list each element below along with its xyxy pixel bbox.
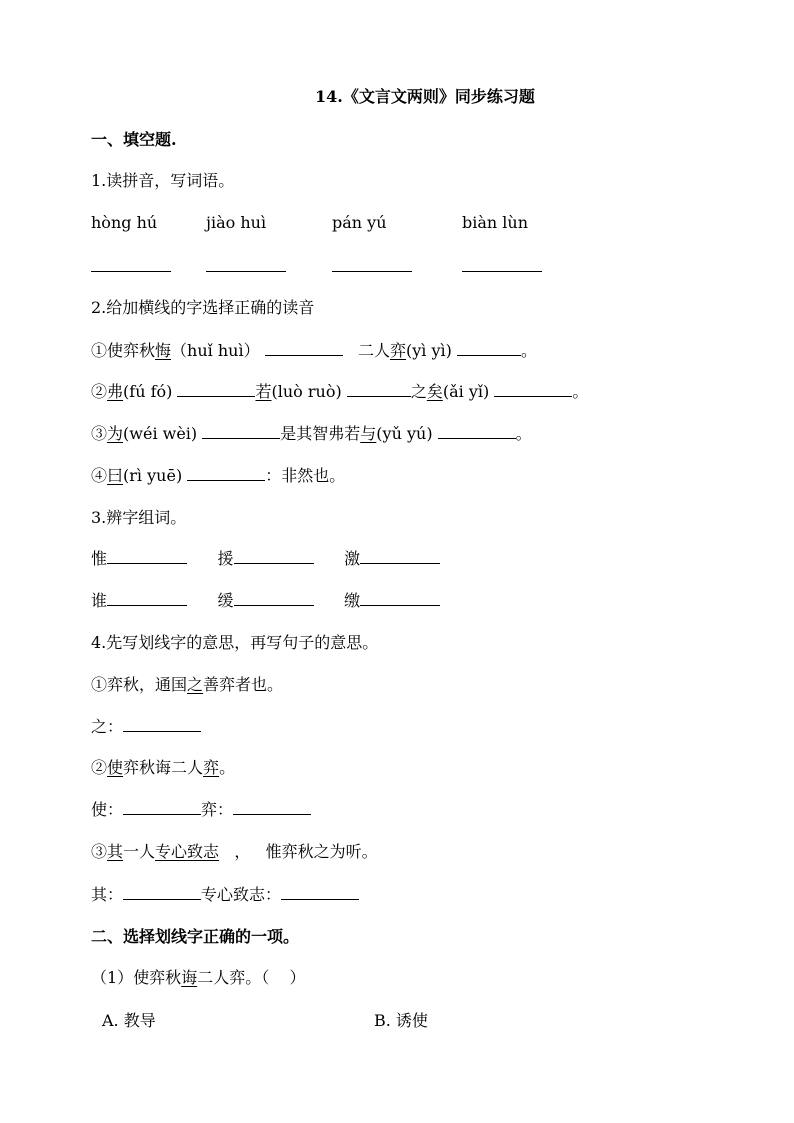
section-heading-choice: 二、选择划线字正确的一项。 <box>91 927 300 946</box>
q1-prompt: 1.读拼音，写词语。 <box>91 171 235 190</box>
pinyin-2: jiào huì <box>206 213 267 232</box>
pinyin-3: pán yú <box>332 213 387 232</box>
pinyin-4: biàn lùn <box>462 213 529 232</box>
q4-sentence-2: ②使弈秋诲二人弈。 <box>91 758 236 777</box>
answer-blank[interactable] <box>332 271 412 272</box>
q3-prompt: 3.辨字组词。 <box>91 508 187 527</box>
answer-blank[interactable] <box>177 381 255 397</box>
q4-sentence-1: ①弈秋，通国之善弈者也。 <box>91 675 284 694</box>
q4-prompt: 4.先写划线字的意思，再写句子的意思。 <box>91 633 379 652</box>
section-heading-fill: 一、填空题. <box>91 130 177 149</box>
answer-blank[interactable] <box>202 423 280 439</box>
answer-blank[interactable] <box>206 271 286 272</box>
answer-blank[interactable] <box>494 381 572 397</box>
answer-blank[interactable] <box>265 340 343 356</box>
answer-blank[interactable] <box>347 381 411 397</box>
answer-blank[interactable] <box>234 590 314 606</box>
q4-answer-2: 使： 弈： <box>91 799 311 821</box>
answer-blank[interactable] <box>462 271 542 272</box>
answer-blank[interactable] <box>360 590 440 606</box>
q2-row-1: ①使弈秋悔（huǐ huì） 二人弈(yì yì) 。 <box>91 341 537 360</box>
answer-blank[interactable] <box>107 590 187 606</box>
q2-row-3: ③为(wéi wèi) 是其智弗若与(yǔ yú) 。 <box>91 424 532 443</box>
answer-blank[interactable] <box>91 271 171 272</box>
q4-sentence-3: ③其一人专心致志 ， 惟弈秋之为听。 <box>91 842 378 861</box>
answer-blank[interactable] <box>233 799 311 815</box>
pinyin-1: hòng hú <box>91 213 158 232</box>
q2-row-2: ②弗(fú fó) 若(luò ruò) 之矣(ǎi yǐ) 。 <box>91 382 589 401</box>
answer-blank[interactable] <box>234 548 314 564</box>
answer-blank[interactable] <box>281 884 359 900</box>
mc-question-1: （1）使弈秋诲二人弈。（ ） <box>91 968 306 987</box>
mc-option-b[interactable]: B. 诱使 <box>374 1011 428 1030</box>
mc-option-a[interactable]: A. 教导 <box>102 1011 156 1030</box>
q3-row-2: 谁 缓 缴 <box>91 590 440 612</box>
answer-blank[interactable] <box>123 716 201 732</box>
answer-blank[interactable] <box>360 548 440 564</box>
q4-answer-1: 之： <box>91 716 201 738</box>
answer-blank[interactable] <box>123 799 201 815</box>
q2-prompt: 2.给加横线的字选择正确的读音 <box>91 298 315 317</box>
answer-blank[interactable] <box>123 884 201 900</box>
answer-blank[interactable] <box>438 423 516 439</box>
q2-row-4: ④曰(rì yuē) ：非然也。 <box>91 466 346 485</box>
q4-answer-3: 其： 专心致志： <box>91 884 359 906</box>
answer-blank[interactable] <box>457 340 521 356</box>
answer-blank[interactable] <box>107 548 187 564</box>
q3-row-1: 惟 援 激 <box>91 548 440 570</box>
answer-blank[interactable] <box>187 465 265 481</box>
page-title: 14.《文言文两则》同步练习题 <box>315 87 535 106</box>
